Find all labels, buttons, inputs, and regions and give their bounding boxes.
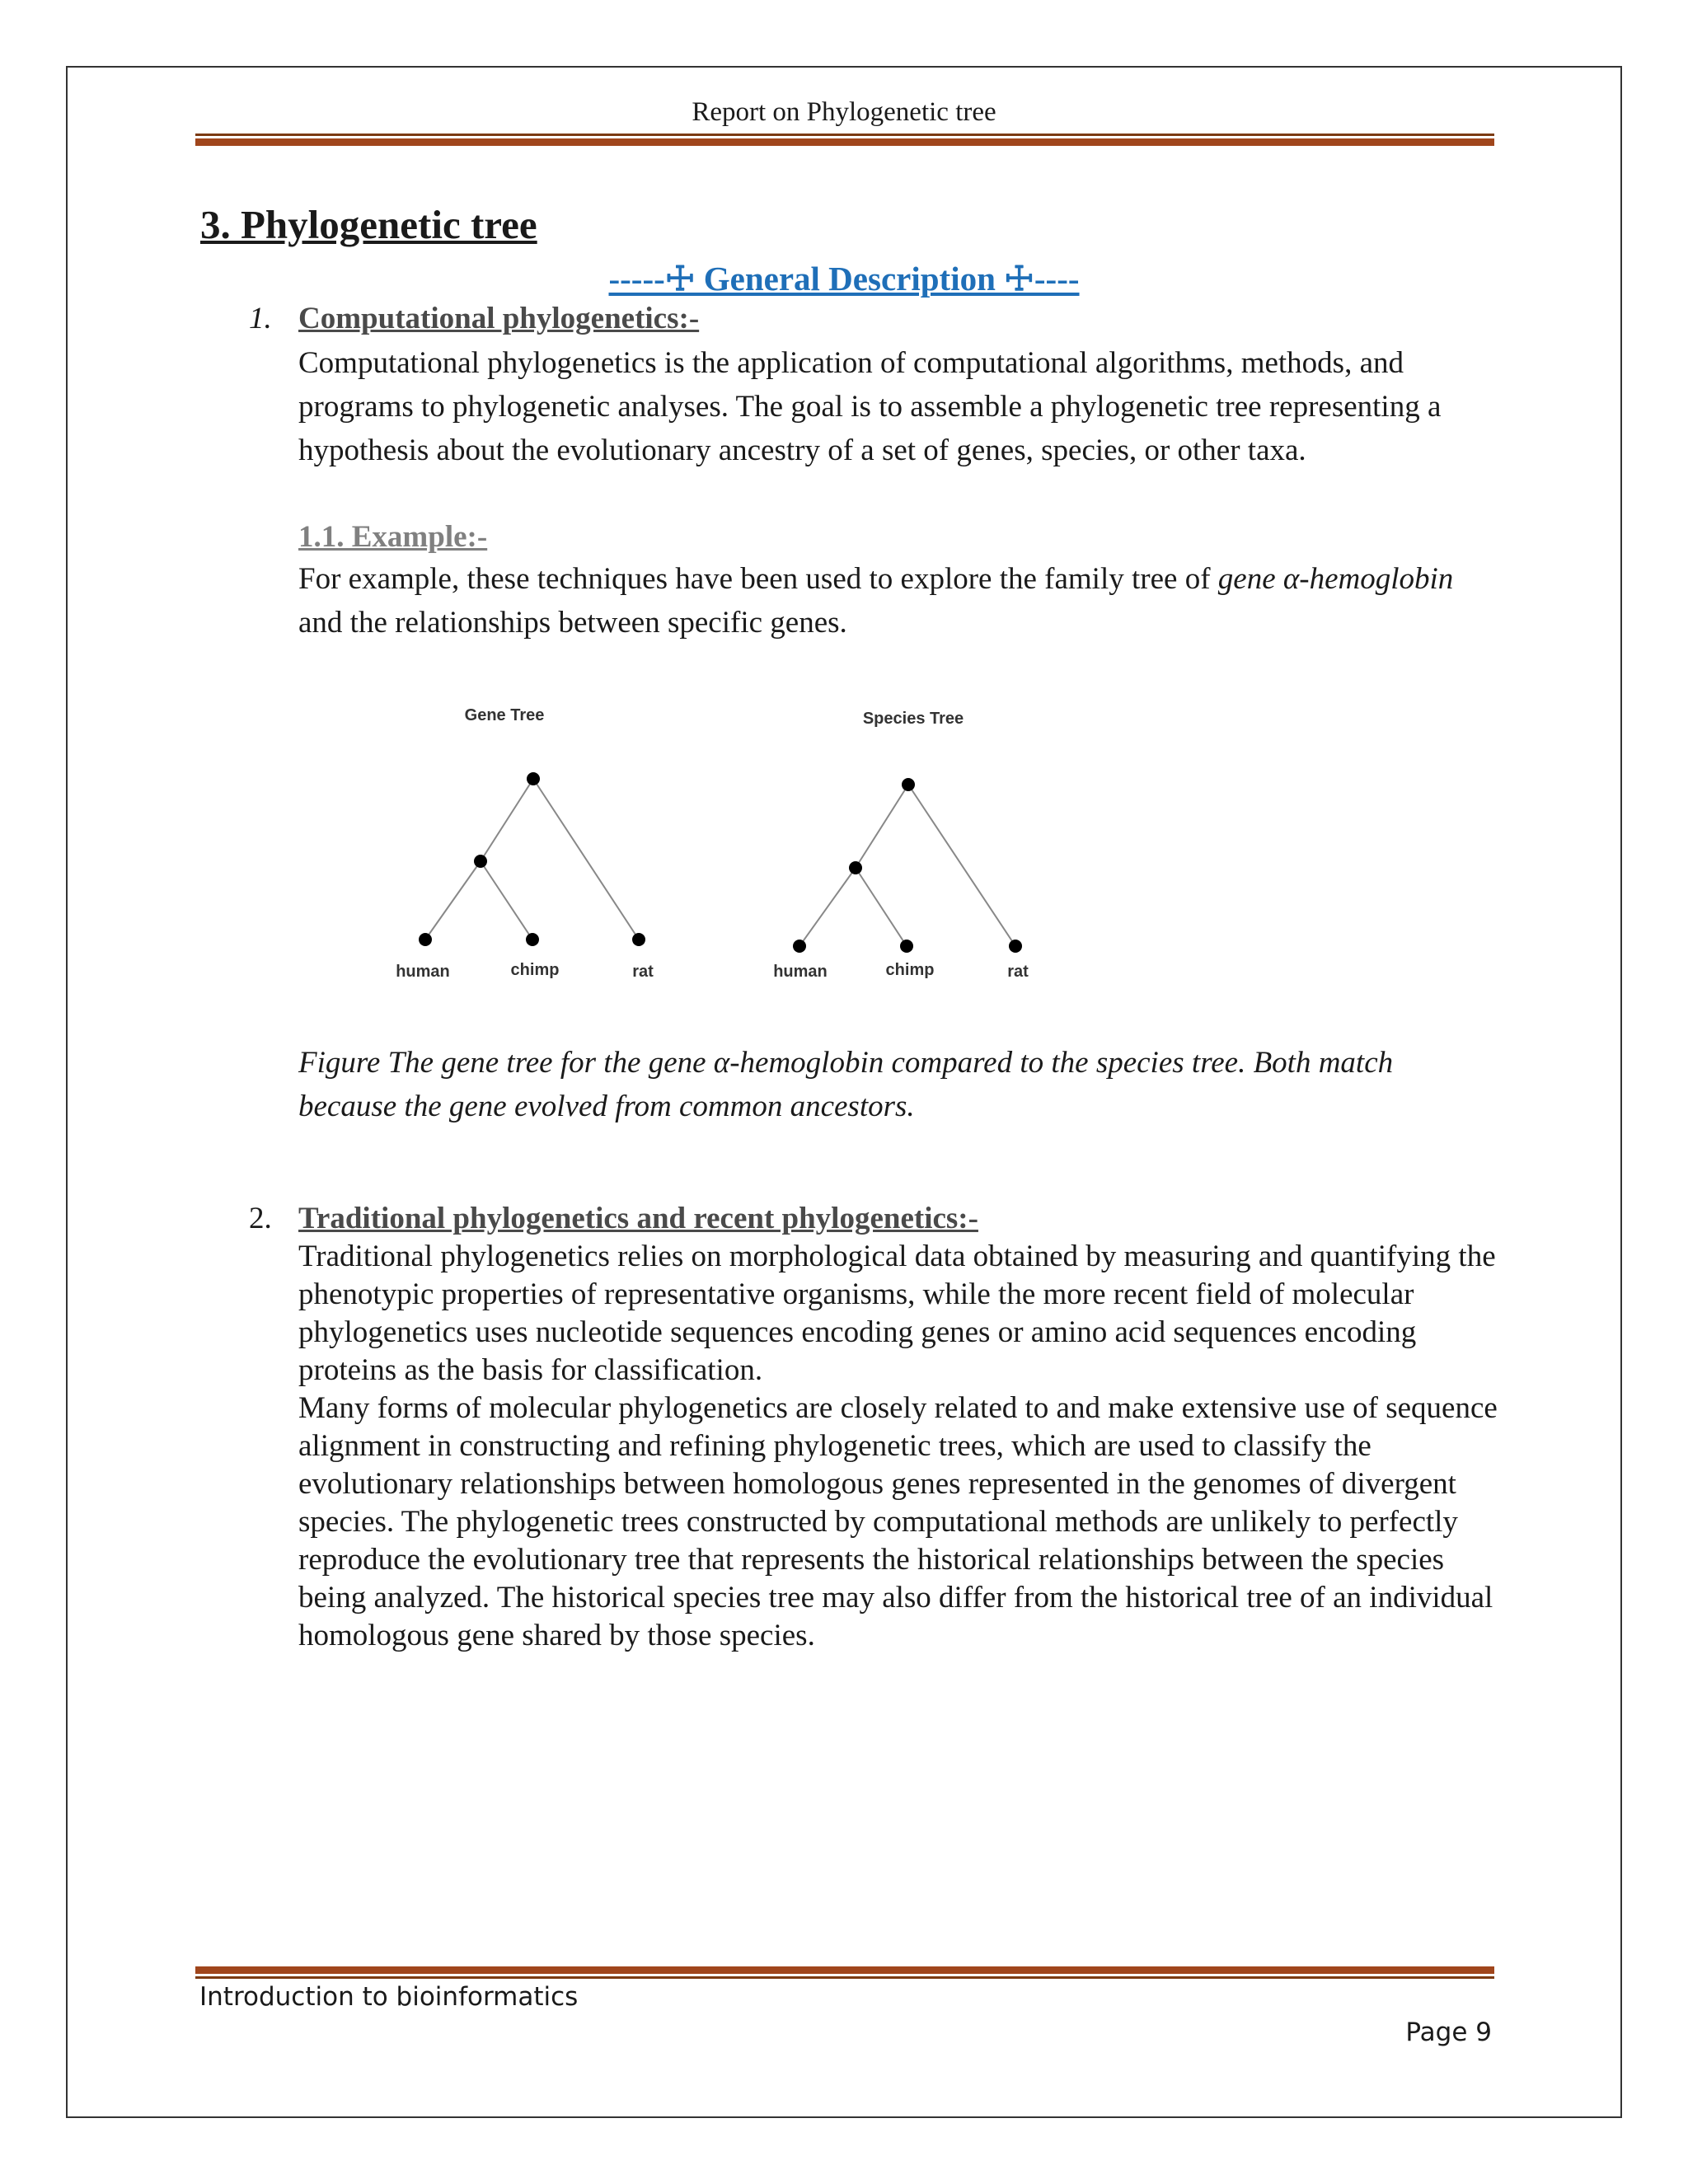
gene-leaf-node-rat bbox=[632, 933, 645, 946]
species-edge-root-rat bbox=[908, 785, 1015, 946]
gene-leaf-label-human: human bbox=[396, 963, 450, 981]
example-heading: 1.1. Example:- bbox=[298, 520, 488, 554]
example-italic: gene α-hemoglobin bbox=[1217, 562, 1454, 596]
item-2-number: 2. bbox=[249, 1202, 272, 1235]
item-1-paragraph: Computational phylogenetics is the application of computational algorithms, methods, and programs to phylogenetic analyses. The goal is to assemble a phylogenetic tree representing a hypothesis about the evolutionary ancestry of a set of genes, species, or other taxa. bbox=[298, 346, 1442, 467]
section-subtitle: -----☩ General Description ☩---- bbox=[608, 260, 1080, 298]
gene-leaf-label-rat: rat bbox=[632, 963, 654, 981]
gene-leaf-node-human bbox=[419, 933, 432, 946]
header-rule bbox=[195, 134, 1494, 146]
example-text-before: For example, these techniques have been used to explore the family tree of bbox=[298, 562, 1218, 596]
gene-leaf-label-chimp: chimp bbox=[510, 961, 560, 979]
species-tree bbox=[773, 710, 1029, 981]
species-edge-internal-human bbox=[799, 868, 856, 946]
item-1-number: 1. bbox=[249, 302, 272, 335]
gene-edge-internal-human bbox=[425, 861, 481, 940]
species-internal-node bbox=[849, 861, 862, 874]
item-2-paragraph-1: Traditional phylogenetics relies on morphological data obtained by measuring and quantifying the phenotypic properties of representative organisms, while the more recent field of molecular phylogenetics uses nucleotide sequences encoding genes or amino acid sequences encoding proteins as the basis for classification. bbox=[298, 1240, 1496, 1387]
item-1-heading: Computational phylogenetics:- bbox=[298, 302, 700, 335]
item-2-paragraph-2: Many forms of molecular phylogenetics are closely related to and make extensive use of sequence alignment in constructing and refining phylogenetic trees, which are used to classify the evolutionary relationships between homologous genes represented in the genomes of divergent species. The phylogenetic trees constructed by computational methods are unlikely to perfectly reproduce the evolutionary tree that represents the historical relationships between the species being analyzed. The historical species tree may also differ from the historical tree of an individual homologous gene shared by those species. bbox=[298, 1391, 1498, 1652]
gene-edge-root-internal bbox=[481, 779, 533, 861]
species-edge-root-internal bbox=[856, 785, 908, 868]
section-title: 3. Phylogenetic tree bbox=[200, 202, 537, 247]
tree-figure bbox=[346, 684, 1104, 1005]
species-leaf-label-chimp: chimp bbox=[885, 961, 935, 979]
footer-rule bbox=[195, 1966, 1494, 1979]
species-leaf-label-rat: rat bbox=[1007, 963, 1029, 981]
gene-edge-internal-chimp bbox=[481, 861, 532, 940]
species-leaf-node-rat bbox=[1009, 940, 1022, 953]
species-tree-title: Species Tree bbox=[862, 710, 964, 728]
species-edge-internal-chimp bbox=[856, 868, 907, 946]
gene-internal-node bbox=[474, 855, 487, 868]
gene-edge-root-rat bbox=[533, 779, 639, 940]
page-number: Page 9 bbox=[1405, 2018, 1492, 2047]
gene-tree bbox=[396, 706, 654, 981]
example-paragraph bbox=[298, 557, 1493, 644]
gene-root-node bbox=[527, 772, 540, 785]
gene-tree-title: Gene Tree bbox=[464, 706, 545, 724]
figure-caption: Figure The gene tree for the gene α-hemoglobin compared to the species tree. Both match because the gene evolved from common ancestors. bbox=[298, 1046, 1394, 1123]
footer-course: Introduction to bioinformatics bbox=[199, 1982, 579, 2012]
running-header: Report on Phylogenetic tree bbox=[692, 97, 996, 127]
species-root-node bbox=[902, 778, 915, 791]
species-leaf-label-human: human bbox=[773, 963, 828, 981]
example-text-after: and the relationships between specific genes. bbox=[298, 606, 847, 640]
item-2-heading: Traditional phylogenetics and recent phylogenetics:- bbox=[298, 1202, 978, 1235]
species-leaf-node-chimp bbox=[900, 940, 913, 953]
gene-leaf-node-chimp bbox=[526, 933, 539, 946]
species-leaf-node-human bbox=[793, 940, 806, 953]
